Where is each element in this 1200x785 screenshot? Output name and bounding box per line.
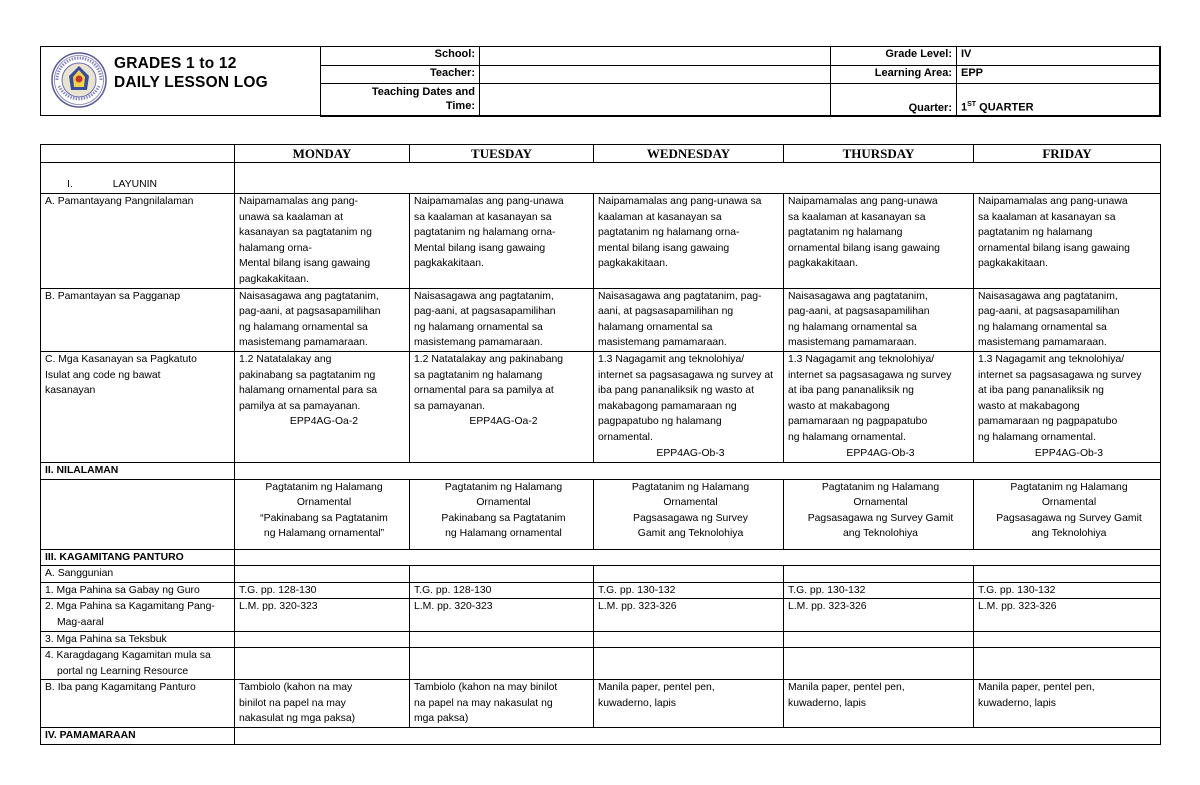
code-monday: EPP4AG-Oa-2 — [289, 416, 359, 428]
ib-thursday: Manila paper, pentel pen, kuwaderno, lapis — [784, 680, 974, 728]
teacher-label: Teacher: — [321, 66, 480, 84]
row-nilalaman — [41, 462, 1161, 479]
deped-seal-logo — [51, 52, 107, 108]
days-header-row — [41, 145, 1161, 163]
row-pamamaraan — [41, 728, 1161, 745]
code-tuesday: EPP4AG-Oa-2 — [469, 416, 538, 428]
teaching-dates-label-line2: Time: — [445, 100, 475, 112]
pp-thursday: Naipamamalas ang pang-unawa sa kaalaman at kasanayan sa pagtatanim ng halamang ornamental bilang isang gawaing pagkakakitaan. — [784, 194, 974, 289]
pp-tuesday: Naipamamalas ang pang-unawa sa kaalaman at kasanayan sa pagtatanim ng halamang orna- Mental bilang isang gawaing pagkakakitaan. — [410, 194, 594, 289]
day-monday: MONDAY — [235, 145, 410, 163]
pg-thursday: Naisasagawa ang pagtatanim, pag-aani, at pagsasapamilihan ng halamang ornamental sa masistemang pamamaraan. — [784, 288, 974, 351]
sg-wednesday — [594, 566, 784, 583]
layunin-cell — [235, 163, 1161, 194]
kasanayan-label: C. Mga Kasanayan sa Pagkatuto Isulat ang code ng bawat kasanayan — [41, 351, 235, 462]
nilalaman-empty — [41, 479, 235, 549]
kr-wednesday — [594, 648, 784, 680]
row-kagamitang-panturo — [41, 549, 1161, 566]
quarter-value — [957, 84, 1161, 117]
ib-tuesday: Tambiolo (kahon na may binilot na papel na may nakasulat ng mga paksa) — [410, 680, 594, 728]
lm-monday: L.M. pp. 320-323 — [235, 599, 410, 631]
karagdagang-label: 4. Karagdagang Kagamitan mula sa portal ng Learning Resource — [41, 648, 235, 680]
day-wednesday: WEDNESDAY — [594, 145, 784, 163]
lm-tuesday: L.M. pp. 320-323 — [410, 599, 594, 631]
grade-level-label: Grade Level: — [831, 47, 957, 66]
tb-wednesday — [594, 631, 784, 648]
pp-wednesday: Naipamamalas ang pang-unawa sa kaalaman at kasanayan sa pagtatanim ng halamang orna- mental bilang isang gawaing pagkakakitaan. — [594, 194, 784, 289]
pamamaraan-label: IV. PAMAMARAAN — [41, 728, 235, 745]
row-nilalaman-content — [41, 479, 1161, 549]
ks-friday: 1.3 Nagagamit ang teknolohiya/ internet sa pagsasagawa ng survey at iba pang pananaliksik ng wasto at makabagong pamamaraan ng pagpapatubo ng halamang ornamental. EPP4AG-Ob-3 — [974, 351, 1161, 462]
grade-level-value: IV — [957, 47, 1161, 66]
sg-thursday — [784, 566, 974, 583]
row-gabay-guro — [41, 582, 1161, 599]
layunin-text: LAYUNIN — [112, 179, 158, 191]
pp-monday: Naipamamalas ang pang- unawa sa kaalaman at kasanayan sa pagtatanim ng halamang orna- Mental bilang isang gawaing pagkakakitaan. — [235, 194, 410, 289]
ib-monday: Tambiolo (kahon na may binilot na papel na may nakasulat ng mga paksa) — [235, 680, 410, 728]
pg-tuesday: Naisasagawa ang pagtatanim, pag-aani, at pagsasapamilihan ng halamang ornamental sa masistemang pamamaraan. — [410, 288, 594, 351]
pg-friday: Naisasagawa ang pagtatanim, pag-aani, at pagsasapamilihan ng halamang ornamental sa masistemang pamamaraan. — [974, 288, 1161, 351]
learning-area-label: Learning Area: — [831, 66, 957, 84]
nl-tuesday: Pagtatanim ng Halamang Ornamental Pakinabang sa Pagtatanim ng Halamang ornamental — [410, 479, 594, 549]
sg-tuesday — [410, 566, 594, 583]
kagamitang-panturo-label: III. KAGAMITANG PANTURO — [41, 549, 235, 566]
tb-friday — [974, 631, 1161, 648]
title-daily-lesson-log: DAILY LESSON LOG — [114, 74, 268, 91]
school-label: School: — [321, 47, 480, 66]
row-layunin — [41, 163, 1161, 194]
nilalaman-label: II. NILALAMAN — [41, 462, 235, 479]
sanggunian-label: A. Sanggunian — [41, 566, 235, 583]
pamantayan-pagganap-label: B. Pamantayan sa Pagganap — [41, 288, 235, 351]
lesson-log-table — [40, 144, 1161, 745]
gabay-guro-label: 1. Mga Pahina sa Gabay ng Guro — [41, 582, 235, 599]
sg-friday — [974, 566, 1161, 583]
tg-tuesday: T.G. pp. 128-130 — [410, 582, 594, 599]
kr-thursday — [784, 648, 974, 680]
tg-friday: T.G. pp. 130-132 — [974, 582, 1161, 599]
tb-tuesday — [410, 631, 594, 648]
code-friday: EPP4AG-Ob-3 — [1034, 447, 1104, 459]
quarter-sup: ST — [967, 101, 977, 109]
learning-area-value: EPP — [957, 66, 1161, 84]
nl-wednesday: Pagtatanim ng Halamang Ornamental Pagsasagawa ng Survey Gamit ang Teknolohiya — [594, 479, 784, 549]
row-kagamitang-pangmag — [41, 599, 1161, 631]
tg-wednesday: T.G. pp. 130-132 — [594, 582, 784, 599]
tg-monday: T.G. pp. 128-130 — [235, 582, 410, 599]
kr-friday — [974, 648, 1161, 680]
nl-friday: Pagtatanim ng Halamang Ornamental Pagsasagawa ng Survey Gamit ang Teknolohiya — [974, 479, 1161, 549]
row-pamantayan-pagganap — [41, 288, 1161, 351]
ib-wednesday: Manila paper, pentel pen, kuwaderno, lapis — [594, 680, 784, 728]
teaching-dates-label — [321, 84, 480, 117]
nl-thursday: Pagtatanim ng Halamang Ornamental Pagsasagawa ng Survey Gamit ang Teknolohiya — [784, 479, 974, 549]
corner-cell — [41, 145, 235, 163]
layunin-number: I. — [67, 179, 73, 191]
kagamitang-pangmag-label: 2. Mga Pahina sa Kagamitang Pang- Mag-aaral — [41, 599, 235, 631]
day-friday: FRIDAY — [974, 145, 1161, 163]
tb-monday — [235, 631, 410, 648]
ks-monday: 1.2 Natatalakay ang pakinabang sa pagtatanim ng halamang ornamental para sa pamilya at sa pamayanan. EPP4AG-Oa-2 — [235, 351, 410, 462]
kr-monday — [235, 648, 410, 680]
row-kasanayan — [41, 351, 1161, 462]
tg-thursday: T.G. pp. 130-132 — [784, 582, 974, 599]
lm-thursday: L.M. pp. 323-326 — [784, 599, 974, 631]
title-grades: GRADES 1 to 12 — [114, 55, 237, 72]
pp-friday: Naipamamalas ang pang-unawa sa kaalaman at kasanayan sa pagtatanim ng halamang ornamental bilang isang gawaing pagkakakitaan. — [974, 194, 1161, 289]
layunin-label — [41, 163, 235, 194]
code-wednesday: EPP4AG-Ob-3 — [656, 447, 725, 459]
teksbuk-label: 3. Mga Pahina sa Teksbuk — [41, 631, 235, 648]
nilalaman-spacer — [235, 462, 1161, 479]
row-karagdagang — [41, 648, 1161, 680]
teaching-dates-label-line1: Teaching Dates and — [371, 86, 475, 98]
kr-tuesday — [410, 648, 594, 680]
code-thursday: EPP4AG-Ob-3 — [846, 447, 915, 459]
row-sanggunian — [41, 566, 1161, 583]
kagamitang-panturo-cell — [235, 549, 1161, 566]
teaching-dates-field[interactable] — [480, 84, 831, 117]
nl-monday: Pagtatanim ng Halamang Ornamental “Pakinabang sa Pagtatanim ng Halamang ornamental” — [235, 479, 410, 549]
day-tuesday: TUESDAY — [410, 145, 594, 163]
quarter-label-text: Quarter: — [908, 102, 952, 114]
iba-pang-label: B. Iba pang Kagamitang Panturo — [41, 680, 235, 728]
row-pamantayang-pangnilalaman — [41, 194, 1161, 289]
quarter-label — [831, 84, 957, 117]
lm-wednesday: L.M. pp. 323-326 — [594, 599, 784, 631]
ib-friday: Manila paper, pentel pen, kuwaderno, lapis — [974, 680, 1161, 728]
ks-wednesday: 1.3 Nagagamit ang teknolohiya/ internet sa pagsasagawa ng survey at iba pang pananaliksik ng wasto at makabagong pamamaraan ng pagpapatubo ng halamang ornamental. EPP4AG-Ob-3 — [594, 351, 784, 462]
day-thursday: THURSDAY — [784, 145, 974, 163]
teacher-field[interactable] — [480, 66, 831, 84]
pg-monday: Naisasagawa ang pagtatanim, pag-aani, at pagsasapamilihan ng halamang ornamental sa masistemang pamamaraan. — [235, 288, 410, 351]
tb-thursday — [784, 631, 974, 648]
row-teksbuk — [41, 631, 1161, 648]
pamamaraan-cell — [235, 728, 1161, 745]
ks-thursday: 1.3 Nagagamit ang teknolohiya/ internet sa pagsasagawa ng survey at iba pang pananaliksik ng wasto at makabagong pamamaraan ng pagpapatubo ng halamang ornamental. EPP4AG-Ob-3 — [784, 351, 974, 462]
quarter-suffix: QUARTER — [976, 102, 1034, 114]
sg-monday — [235, 566, 410, 583]
ks-tuesday: 1.2 Natatalakay ang pakinabang sa pagtatanim ng halamang ornamental para sa pamilya at sa pamayanan. EPP4AG-Oa-2 — [410, 351, 594, 462]
quarter-number: 1 — [961, 102, 968, 114]
header-info-table — [320, 46, 1161, 117]
row-iba-pang — [41, 680, 1161, 728]
lm-friday: L.M. pp. 323-326 — [974, 599, 1161, 631]
school-field[interactable] — [480, 47, 831, 66]
pg-wednesday: Naisasagawa ang pagtatanim, pag- aani, at pagsasapamilihan ng halamang ornamental sa masistemang pamamaraan. — [594, 288, 784, 351]
pamantayang-pangnilalaman-label: A. Pamantayang Pangnilalaman — [41, 194, 235, 289]
